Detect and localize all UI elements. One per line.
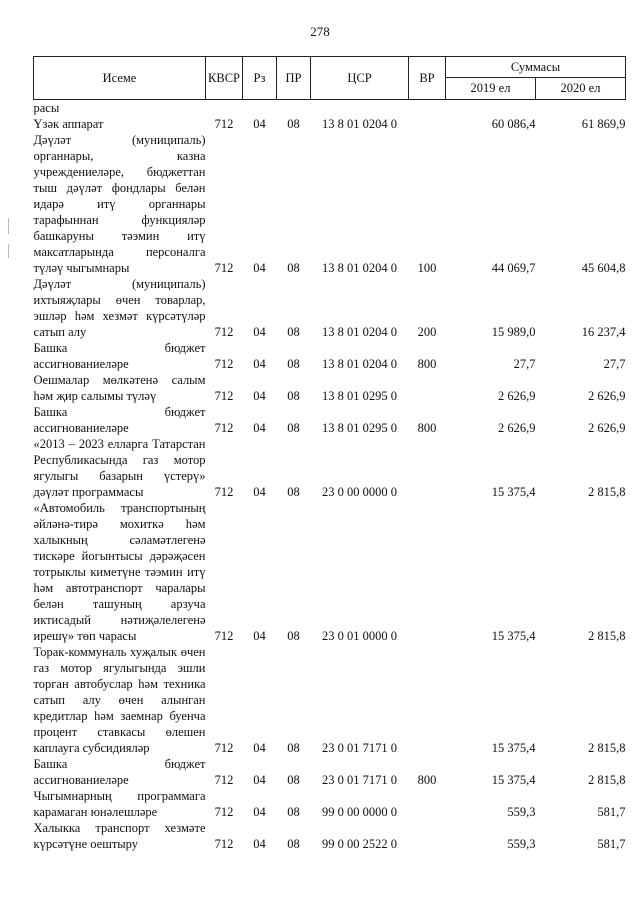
- table-row: [34, 500, 626, 644]
- row-vr: [409, 116, 446, 132]
- row-sum-2019: 559,3: [507, 837, 536, 851]
- row-csr: 13 8 01 0295 0: [322, 421, 397, 435]
- row-rz: 04: [253, 837, 266, 851]
- table-row: [34, 644, 626, 756]
- row-name: Торак-коммуналь хуҗалык өчен газ мотор ягулыгында эшли торган автобуслар һәм техника сатып алу өчен алынган кредитлар һәм заемнар буенча процент ставкасы өлешен каплауга субсидияләр: [33, 645, 206, 755]
- row-rz: 04: [253, 117, 266, 131]
- row-pr: 08: [287, 629, 300, 643]
- budget-table: [33, 56, 626, 852]
- row-vr: [409, 500, 446, 644]
- row-sum-2019: 15 375,4: [491, 485, 536, 499]
- row-vr: [409, 644, 446, 756]
- header-csr: ЦСР: [311, 57, 409, 100]
- row-rz: [243, 100, 277, 117]
- row-kvsr: 712: [214, 805, 234, 819]
- page-number: 278: [310, 24, 330, 39]
- header-sums: Суммасы: [446, 57, 626, 78]
- table-row: [34, 372, 626, 404]
- row-sum-2019: 559,3: [507, 805, 536, 819]
- row-rz: 04: [253, 261, 266, 275]
- row-vr: [409, 100, 446, 117]
- row-sum-2020: [536, 100, 626, 117]
- margin-mark: [8, 218, 9, 234]
- row-sum-2019: 2 626,9: [498, 421, 536, 435]
- margin-mark: [8, 244, 9, 258]
- row-pr: 08: [287, 485, 300, 499]
- row-pr: 08: [287, 773, 300, 787]
- row-name: Оешмалар мөлкәтенә салым һәм җир салымы түләү: [33, 373, 206, 403]
- row-sum-2019: 2 626,9: [498, 389, 536, 403]
- row-name: Дәүләт (муниципаль) ихтыяҗлары өчен товарлар, эшләр һәм хезмәт күрсәтүләр сатып алу: [33, 277, 206, 339]
- table-row: [34, 116, 626, 132]
- row-sum-2019: 15 375,4: [491, 629, 536, 643]
- row-pr: 08: [287, 117, 300, 131]
- row-pr: 08: [287, 261, 300, 275]
- row-rz: 04: [253, 421, 266, 435]
- header-rz: Рз: [243, 57, 277, 100]
- row-sum-2020: 2 815,8: [588, 485, 626, 499]
- table-row: [34, 756, 626, 788]
- row-sum-2019: 15 375,4: [491, 773, 536, 787]
- row-kvsr: 712: [214, 837, 234, 851]
- header-pr: ПР: [277, 57, 311, 100]
- row-sum-2020: 2 626,9: [588, 389, 626, 403]
- table-row: [34, 820, 626, 852]
- table-row: [34, 132, 626, 276]
- row-csr: 23 0 00 0000 0: [322, 485, 397, 499]
- row-pr: 08: [287, 741, 300, 755]
- row-sum-2020: 45 604,8: [581, 261, 626, 275]
- row-name: Башка бюджет ассигнованиеләре: [33, 757, 206, 787]
- row-csr: 99 0 00 0000 0: [322, 805, 397, 819]
- row-sum-2019: 15 989,0: [491, 325, 536, 339]
- row-kvsr: 712: [214, 421, 234, 435]
- row-sum-2019: 60 086,4: [491, 117, 536, 131]
- header-year-2019: 2019 ел: [446, 78, 536, 100]
- row-name: Үзәк аппарат: [33, 117, 104, 131]
- row-csr: [311, 100, 409, 117]
- row-vr: [409, 372, 446, 404]
- row-vr: [409, 436, 446, 500]
- row-pr: 08: [287, 837, 300, 851]
- row-sum-2020: 2 626,9: [588, 421, 626, 435]
- row-rz: 04: [253, 325, 266, 339]
- row-sum-2020: 2 815,8: [588, 773, 626, 787]
- row-sum-2020: 581,7: [597, 805, 626, 819]
- table-row: [34, 436, 626, 500]
- row-kvsr: 712: [214, 117, 234, 131]
- row-rz: 04: [253, 773, 266, 787]
- row-csr: 13 8 01 0204 0: [322, 325, 397, 339]
- row-sum-2019: 44 069,7: [491, 261, 536, 275]
- row-rz: 04: [253, 741, 266, 755]
- table-row: [34, 340, 626, 372]
- row-name: «2013 – 2023 елларга Татарстан Республикасында газ мотор ягулыгы базарын үстерү» дәүләт программасы: [33, 437, 206, 499]
- row-vr: 800: [417, 357, 437, 371]
- row-rz: 04: [253, 485, 266, 499]
- row-sum-2019: 27,7: [513, 357, 536, 371]
- row-csr: 13 8 01 0204 0: [322, 261, 397, 275]
- table-row: [34, 788, 626, 820]
- row-vr: 800: [417, 773, 437, 787]
- table-row: [34, 100, 626, 117]
- row-pr: [277, 100, 311, 117]
- table-row: [34, 276, 626, 340]
- row-kvsr: [206, 100, 243, 117]
- row-sum-2020: 16 237,4: [581, 325, 626, 339]
- row-name: Халыкка транспорт хезмәте күрсәтүне оештыру: [33, 821, 206, 851]
- header-year-2020: 2020 ел: [536, 78, 626, 100]
- row-kvsr: 712: [214, 773, 234, 787]
- row-name: «Автомобиль транспортының әйләнә-тирә мохиткә һәм халыкның сәламәтлегенә тискәре йогынтысы дәрәҗәсен тотрыклы киметүне тәэмин итү һәм автотранспорт чаралары белән ташуның арзуча иктисадый нәтиҗәлелегенә ирешү» төп чарасы: [33, 501, 206, 643]
- row-kvsr: 712: [214, 629, 234, 643]
- row-pr: 08: [287, 805, 300, 819]
- row-rz: 04: [253, 805, 266, 819]
- header-name: Исеме: [34, 57, 206, 100]
- row-sum-2020: 2 815,8: [588, 741, 626, 755]
- row-pr: 08: [287, 325, 300, 339]
- row-name: Дәүләт (муниципаль) органнары, казна учреждениеләре, бюджеттан тыш дәүләт фондлары белән идарә итү органнары тарафыннан функцияләр башкаруны тәэмин итү максатларында персоналга түләү чыгымнары: [33, 133, 206, 275]
- row-vr: 800: [417, 421, 437, 435]
- row-vr: 100: [417, 261, 437, 275]
- row-csr: 13 8 01 0204 0: [322, 117, 397, 131]
- row-csr: 23 0 01 0000 0: [322, 629, 397, 643]
- header-vr: ВР: [409, 57, 446, 100]
- row-sum-2020: 61 869,9: [581, 117, 626, 131]
- row-sum-2019: [446, 100, 536, 117]
- row-rz: 04: [253, 357, 266, 371]
- row-pr: 08: [287, 357, 300, 371]
- row-rz: 04: [253, 389, 266, 403]
- row-kvsr: 712: [214, 389, 234, 403]
- row-rz: 04: [253, 629, 266, 643]
- row-name: Чыгымнарның программага карамаган юнәлешләре: [33, 789, 206, 819]
- row-kvsr: 712: [214, 357, 234, 371]
- row-pr: 08: [287, 421, 300, 435]
- row-kvsr: 712: [214, 741, 234, 755]
- row-kvsr: 712: [214, 325, 234, 339]
- row-csr: 13 8 01 0204 0: [322, 357, 397, 371]
- table-row: [34, 404, 626, 436]
- row-name: Башка бюджет ассигнованиеләре: [33, 405, 206, 435]
- row-vr: [409, 788, 446, 820]
- row-vr: 200: [417, 325, 437, 339]
- row-sum-2019: 15 375,4: [491, 741, 536, 755]
- row-csr: 23 0 01 7171 0: [322, 741, 397, 755]
- row-name: расы: [33, 101, 60, 115]
- row-kvsr: 712: [214, 485, 234, 499]
- row-name: Башка бюджет ассигнованиеләре: [33, 341, 206, 371]
- row-sum-2020: 27,7: [603, 357, 626, 371]
- header-kvsr: КВСР: [206, 57, 243, 100]
- row-csr: 23 0 01 7171 0: [322, 773, 397, 787]
- row-sum-2020: 581,7: [597, 837, 626, 851]
- row-vr: [409, 820, 446, 852]
- row-csr: 99 0 00 2522 0: [322, 837, 397, 851]
- row-pr: 08: [287, 389, 300, 403]
- row-sum-2020: 2 815,8: [588, 629, 626, 643]
- row-csr: 13 8 01 0295 0: [322, 389, 397, 403]
- row-kvsr: 712: [214, 261, 234, 275]
